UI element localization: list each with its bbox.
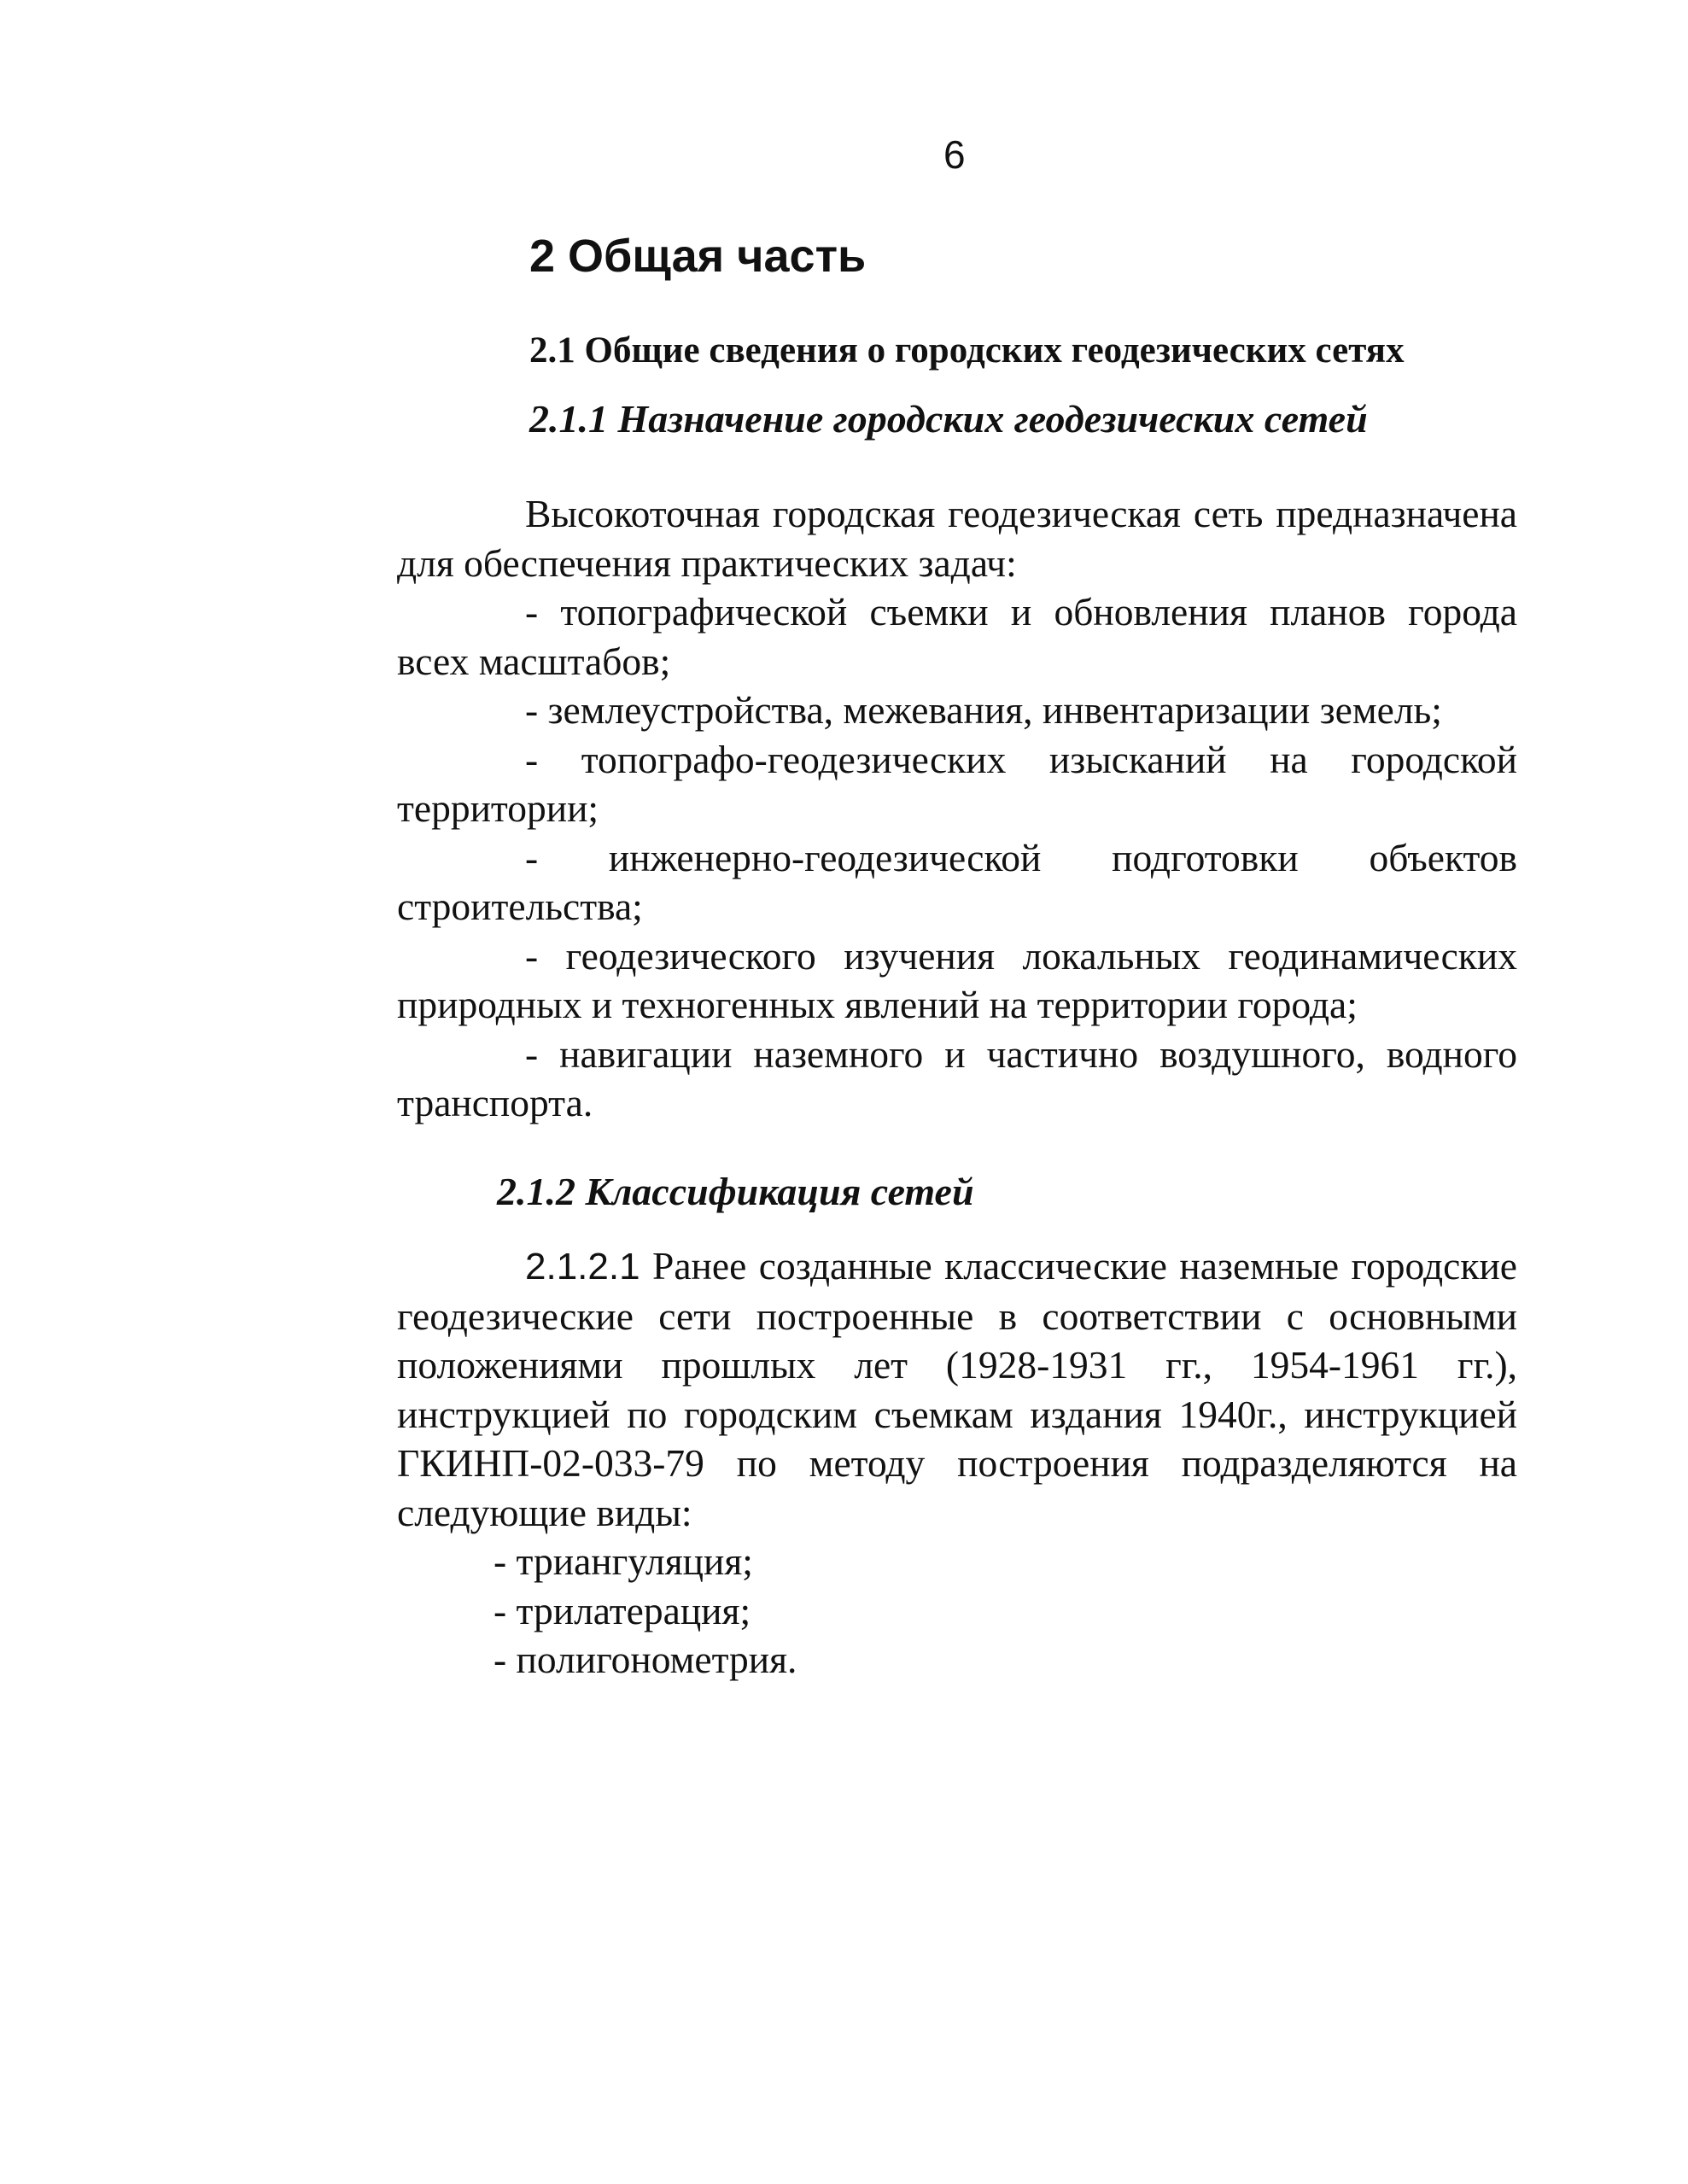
list-item: - триангуляция; — [494, 1539, 753, 1583]
network-types-list — [494, 1537, 797, 1685]
list-item: - топографической съемки и обновления планов города всех масштабов; — [397, 590, 1517, 683]
classification-paragraph — [397, 1241, 1517, 1537]
paragraph-number: 2.1.2.1 — [525, 1246, 640, 1288]
subsection-title-classification: 2.1.2 Классификация сетей — [497, 1170, 974, 1213]
list-item: - инженерно-геодезической подготовки объектов строительства; — [397, 835, 1517, 928]
purpose-text-block — [397, 489, 1517, 1128]
subsection-title-purpose: 2.1.1 Назначение городских геодезических сетей — [529, 397, 1368, 441]
list-item: - топографо-геодезических изысканий на городской территории; — [397, 737, 1517, 830]
classification-text-block — [397, 1241, 1517, 1537]
list-item: - геодезического изучения локальных геодинамических природных и техногенных явлений на территории города; — [397, 933, 1517, 1026]
chapter-title: 2 Общая часть — [529, 231, 867, 282]
list-item: - полигонометрия. — [494, 1638, 797, 1681]
section-title: 2.1 Общие сведения о городских геодезических сетях — [529, 330, 1405, 371]
list-item: - трилатерация; — [494, 1588, 751, 1632]
paragraph-body: Ранее созданные классические наземные городские геодезические сети построенные в соответствии с основными положениями прошлых лет (1928-1931 гг., 1954-1961 гг.), инструкцией по городским съемкам издания 1940г., инструкцией ГКИНП-02-033-79 по методу построения подразделяются на следующие виды: — [397, 1244, 1517, 1534]
purpose-intro-paragraph: Высокоточная городская геодезическая сеть предназначена для обеспечения практических задач: — [397, 492, 1517, 585]
list-item: - навигации наземного и частично воздушного, водного транспорта. — [397, 1031, 1517, 1124]
page-number: 6 — [943, 132, 966, 177]
list-item: - землеустройства, межевания, инвентаризации земель; — [525, 688, 1442, 732]
